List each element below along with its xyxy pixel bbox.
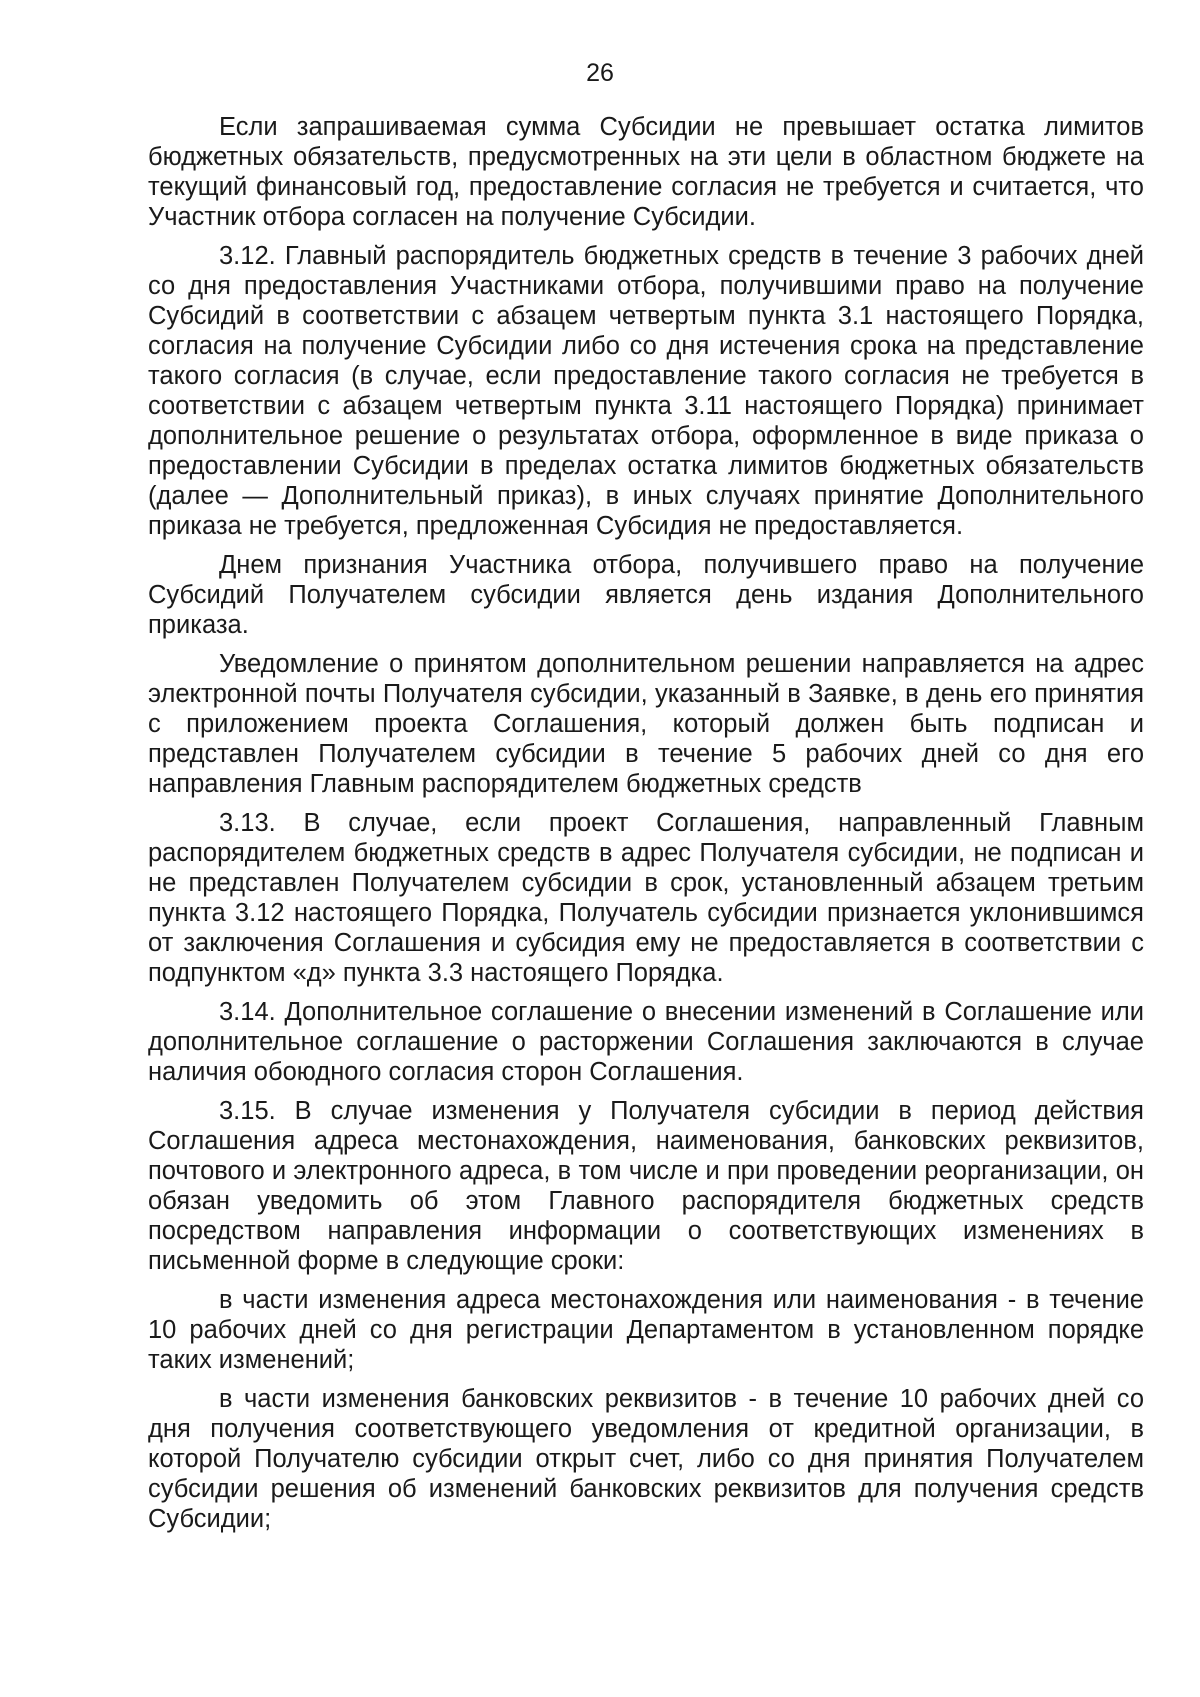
paragraph-3-12: 3.12. Главный распорядитель бюджетных средств в течение 3 рабочих дней со дня предоставления Участниками отбора, получившими право на получение Субсидий в соответствии с абзацем четвертым пункта 3.1 настоящего Порядка, согласия на получение Субсидии либо со дня истечения срока на представление такого согласия (в случае, если предоставление такого согласия не требуется в соответствии с абзацем четвертым пункта 3.11 настоящего Порядка) принимает дополнительное решение о результатах отбора, оформленное в виде приказа о предоставлении Субсидии в пределах остатка лимитов бюджетных обязательств (далее — Дополнительный приказ), в иных случаях принятие Дополнительного приказа не требуется, предложенная Субсидия не предоставляется.	[148, 242, 1144, 540]
paragraph-address-change: в части изменения адреса местонахождения или наименования - в течение 10 рабочих дней со дня регистрации Департаментом в установленном порядке таких изменений;	[148, 1286, 1144, 1374]
paragraph-bank-details-change: в части изменения банковских реквизитов - в течение 10 рабочих дней со дня получения соответствующего уведомления от кредитной организации, в которой Получателю субсидии открыт счет, либо со дня принятия Получателем субсидии решения об изменений банковских реквизитов для получения средств Субсидии;	[148, 1385, 1144, 1533]
paragraph-recognition-day: Днем признания Участника отбора, получившего право на получение Субсидий Получателем субсидии является день издания Дополнительного приказа.	[148, 551, 1144, 639]
paragraph-3-14: 3.14. Дополнительное соглашение о внесении изменений в Соглашение или дополнительное соглашение о расторжении Соглашения заключаются в случае наличия обоюдного согласия сторон Соглашения.	[148, 998, 1144, 1086]
paragraph-notification: Уведомление о принятом дополнительном решении направляется на адрес электронной почты Получателя субсидии, указанный в Заявке, в день его принятия с приложением проекта Соглашения, который должен быть подписан и представлен Получателем субсидии в течение 5 рабочих дней со дня его направления Главным распорядителем бюджетных средств	[148, 650, 1144, 798]
document-body	[148, 112, 1144, 1543]
page-number: 26	[586, 59, 614, 87]
paragraph-limit-check: Если запрашиваемая сумма Субсидии не превышает остатка лимитов бюджетных обязательств, предусмотренных на эти цели в областном бюджете на текущий финансовый год, предоставление согласия не требуется и считается, что Участник отбора согласен на получение Субсидии.	[148, 113, 1144, 231]
paragraph-3-13: 3.13. В случае, если проект Соглашения, направленный Главным распорядителем бюджетных средств в адрес Получателя субсидии, не подписан и не представлен Получателем субсидии в срок, установленный абзацем третьим пункта 3.12 настоящего Порядка, Получатель субсидии признается уклонившимся от заключения Соглашения и субсидия ему не предоставляется в соответствии с подпунктом «д» пункта 3.3 настоящего Порядка.	[148, 809, 1144, 987]
paragraph-3-15: 3.15. В случае изменения у Получателя субсидии в период действия Соглашения адреса местонахождения, наименования, банковских реквизитов, почтового и электронного адреса, в том числе и при проведении реорганизации, он обязан уведомить об этом Главного распорядителя бюджетных средств посредством направления информации о соответствующих изменениях в письменной форме в следующие сроки:	[148, 1097, 1144, 1275]
